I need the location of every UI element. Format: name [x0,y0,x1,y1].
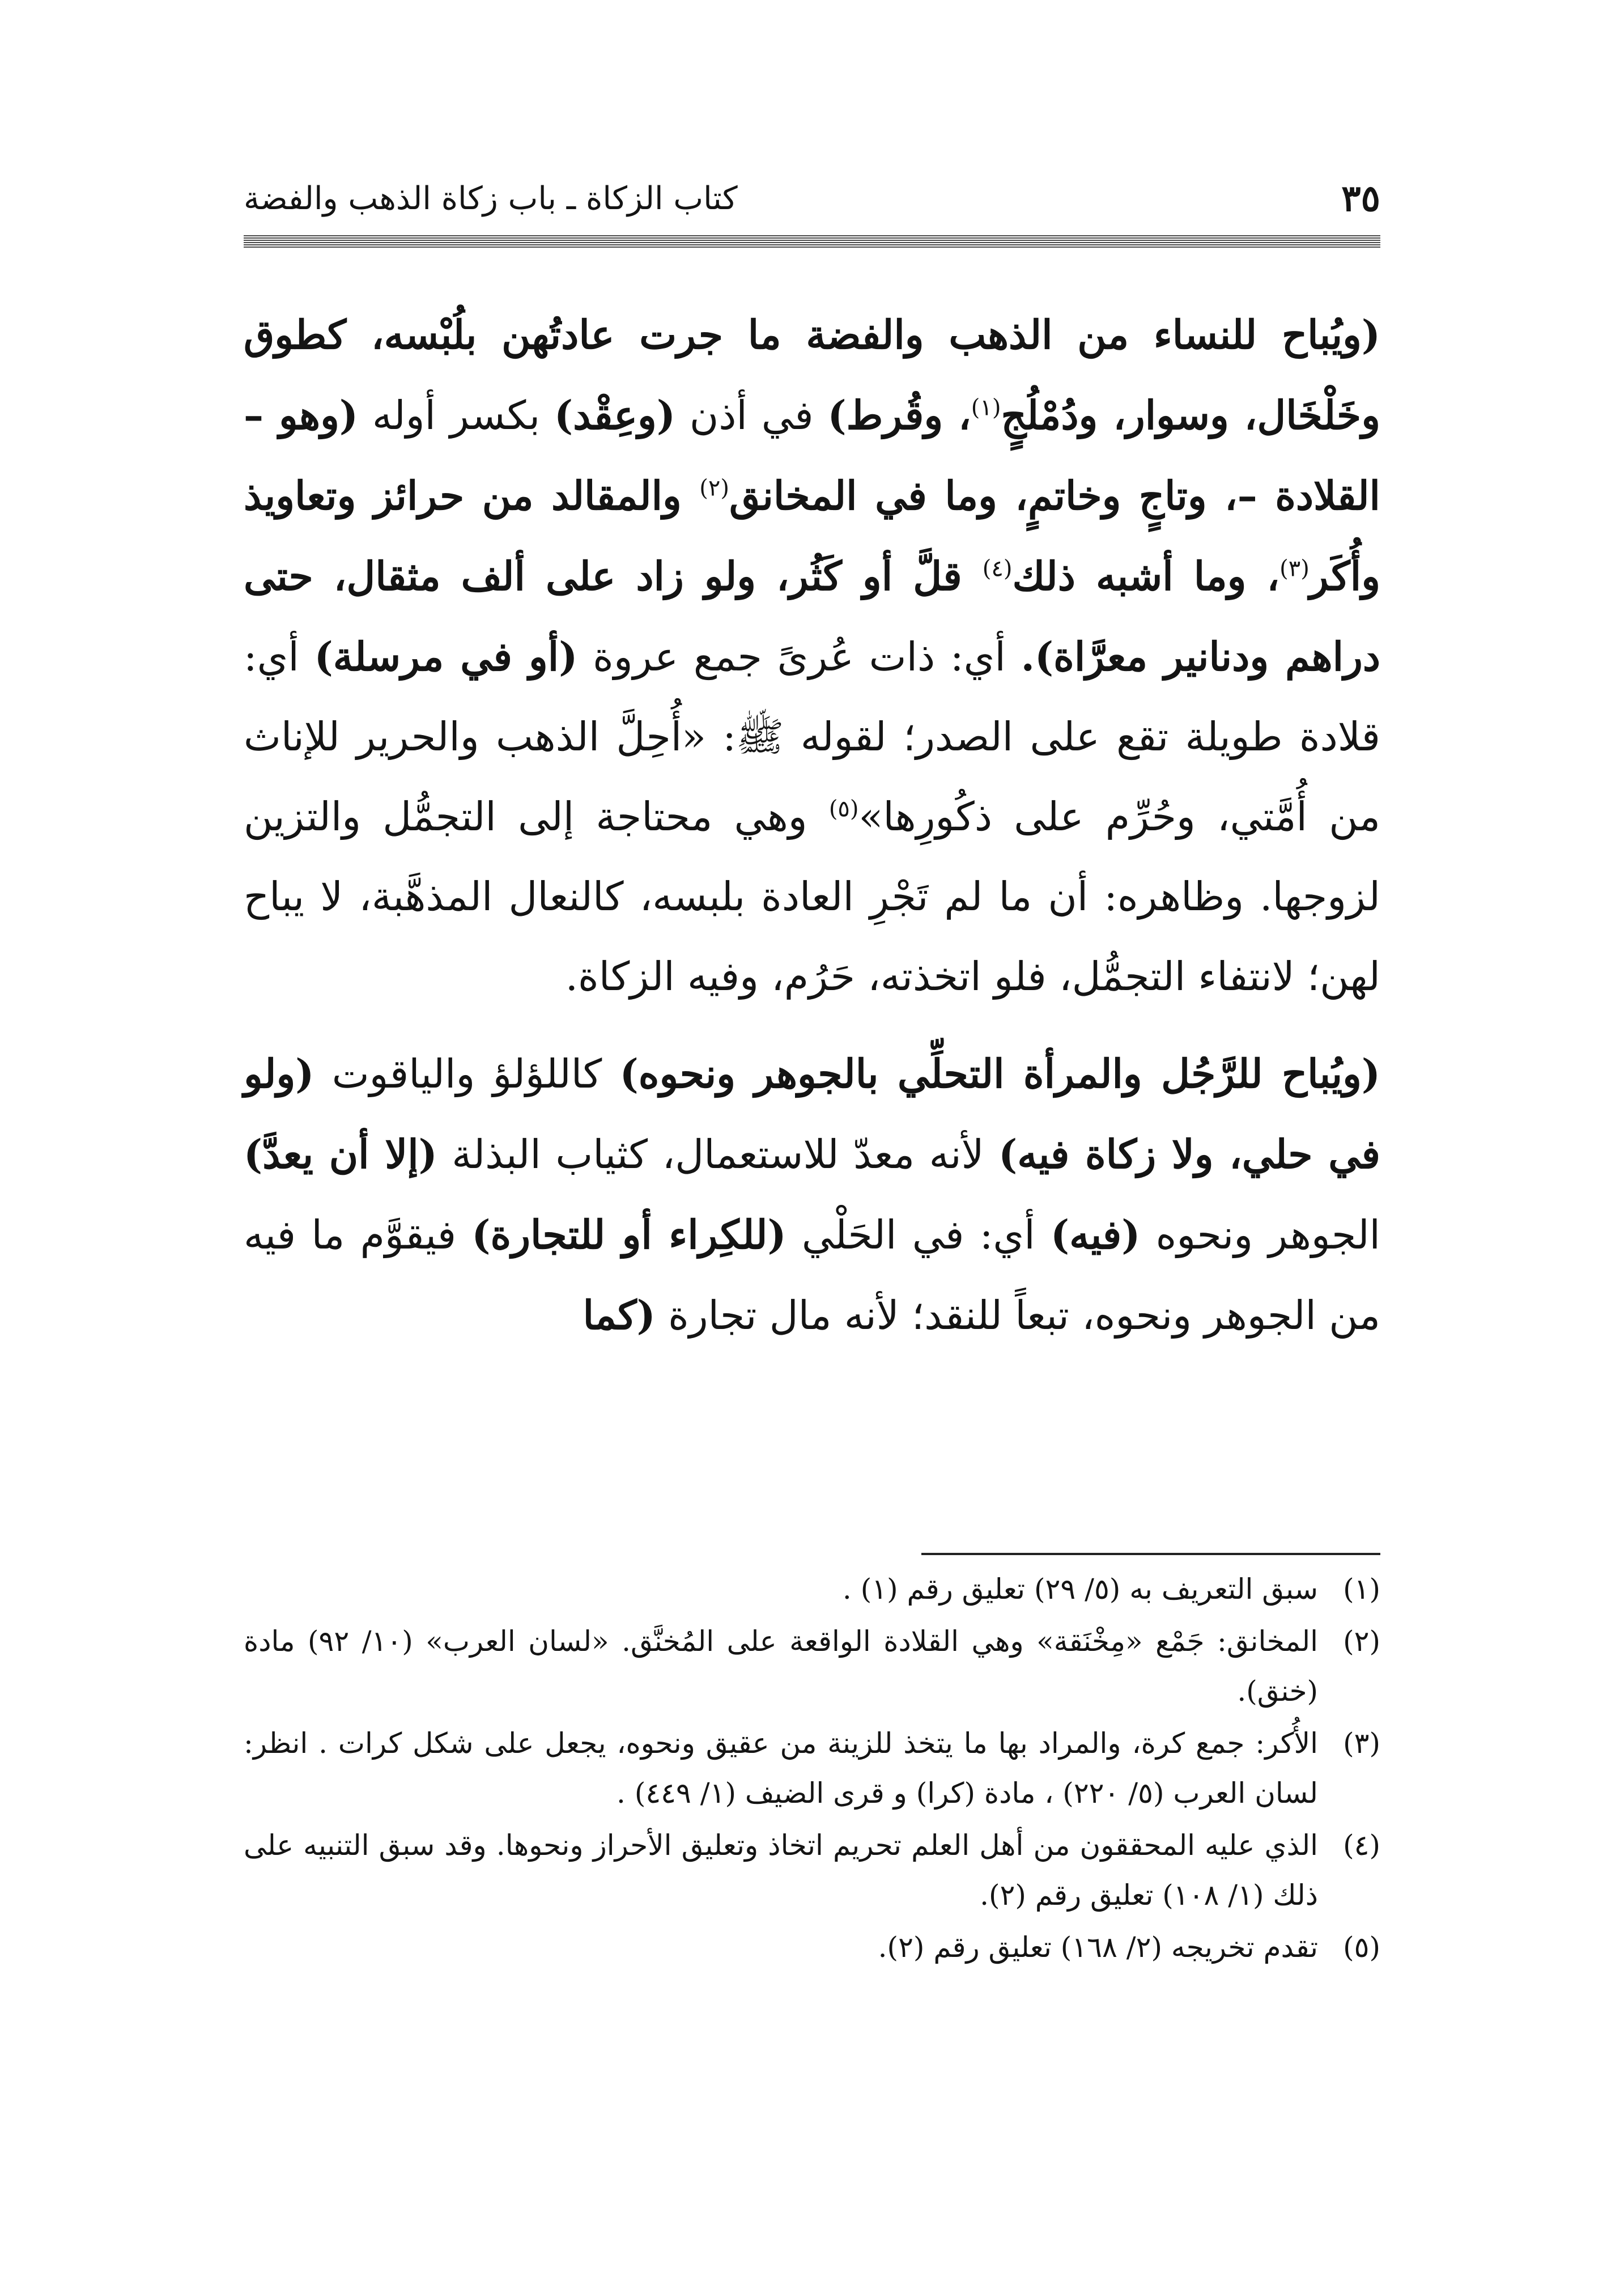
commentary-text: في أذن [675,392,828,439]
footnote-number: (٢) [1343,1625,1380,1658]
footnote-2 [244,1616,1380,1716]
footnote-ref-3: (٣) [1279,555,1310,582]
commentary-text: أي: قلادة طويلة تقع على الصدر؛ لقوله ﷺ: «أُحِلَّ الذهب والحرير للإناث من أُمَّتي، وحُرِّم على ذكُورِها» [244,634,1380,840]
paragraph-1 [244,295,1380,1017]
commentary-text: لأنه معدّ للاستعمال، كثياب البذلة [437,1131,999,1178]
paragraph-2 [244,1034,1380,1356]
footnote-number: (٤) [1343,1829,1380,1862]
matn-text: ، وما أشبه ذلك [1012,553,1280,600]
matn-text: (إلا أن يعدَّ) [244,1131,437,1178]
matn-text: (فيه) [1051,1211,1141,1258]
footnote-ref-5: (٥) [828,796,859,822]
footnote-3 [244,1718,1380,1818]
matn-text: قلَّ أو كَثُر، ولو زاد على ألف مثقال، حتى دراهم ودنانير معرَّاة). [244,553,1381,680]
footnote-number: (١) [1343,1573,1380,1606]
page-number: ٣٥ [1341,177,1380,220]
page-header [244,170,1380,227]
commentary-text: بكسر أوله [358,392,554,439]
footnote-text: تقدم تخريجه (٢/ ١٦٨) تعليق رقم (٢). [878,1931,1318,1964]
matn-text: ، وقُرط) [827,392,971,439]
footnote-1 [244,1564,1380,1614]
commentary-text: فيقوَّم ما فيه من الجوهر ونحوه، تبعاً للنقد؛ لأنه مال تجارة [244,1212,1380,1339]
matn-text: (ويُباح للنساء من الذهب والفضة ما جرت عادتُهن بلُبْسه، كطوق وخَلْخَال، وسوار، ودُمْلُجٍ [244,311,1380,439]
matn-text: (أو في مرسلة) [314,633,578,680]
commentary-text: أي: في الحَلْي [786,1212,1051,1258]
footnote-4 [244,1820,1380,1920]
matn-text: (ولو في حلي، ولا زكاة فيه) [244,1050,1381,1178]
matn-text: (ويُباح للرَّجُل والمرأة التحلِّي بالجوهر ونحوه) [619,1050,1380,1097]
footnote-text: الذي عليه المحققون من أهل العلم تحريم اتخاذ وتعليق الأحراز ونحوها. وقد سبق التنبيه على ذلك (١/ ١٠٨) تعليق رقم (٢). [244,1829,1318,1912]
matn-text: (وهو – القلادة –، وتاجٍ وخاتمٍ، وما في المخانق [244,392,1380,519]
footnote-5 [244,1922,1380,1972]
main-text [244,295,1380,1356]
commentary-text: وهي محتاجة إلى التجمُّل والتزين لزوجها. وظاهره: أن ما لم تَجْرِ العادة بلبسه، كالنعال المذهَّبة، لا يباح لهن؛ لانتفاء التجمُّل، فلو اتخذته، حَرُم، وفيه الزكاة. [244,793,1380,1000]
matn-text: والمقالد من حرائز وتعاويذ وأُكَر [244,472,1380,600]
matn-text: (وعِقْد) [554,392,675,439]
footnote-number: (٥) [1343,1931,1380,1964]
footnote-ref-4: (٤) [982,555,1013,582]
footnote-separator [921,1553,1380,1555]
footnote-text: الأُكر: جمع كرة، والمراد بها ما يتخذ للزينة من عقيق ونحوه، يجعل على شكل كرات . انظر: لسان العرب (٥/ ٢٢٠) ، مادة (كرا) و قرى الضيف (١/ ٤٤٩) . [244,1727,1318,1810]
header-rule [244,235,1380,248]
footnote-number: (٣) [1343,1727,1380,1760]
commentary-text: كاللؤلؤ والياقوت [314,1051,620,1097]
commentary-text: الجوهر ونحوه [1140,1212,1380,1258]
footnote-text: سبق التعريف به (٥/ ٢٩) تعليق رقم (١) . [842,1573,1318,1606]
commentary-text: أي: ذات عُرىً جمع عروة [577,634,1021,680]
footnote-text: المخانق: جَمْع «مِخْنَقة» وهي القلادة الواقعة على المُخنَّق. «لسان العرب» (١٠/ ٩٢) مادة (خنق). [244,1625,1318,1708]
footnotes [244,1564,1380,1972]
footnote-ref-1: (١) [971,394,1001,421]
matn-text: (للكِراء أو للتجارة) [471,1211,787,1258]
footnote-ref-2: (٢) [699,475,729,502]
running-title: كتاب الزكاة ـ باب زكاة الذهب والفضة [244,180,738,217]
matn-text: (كما [583,1292,656,1339]
